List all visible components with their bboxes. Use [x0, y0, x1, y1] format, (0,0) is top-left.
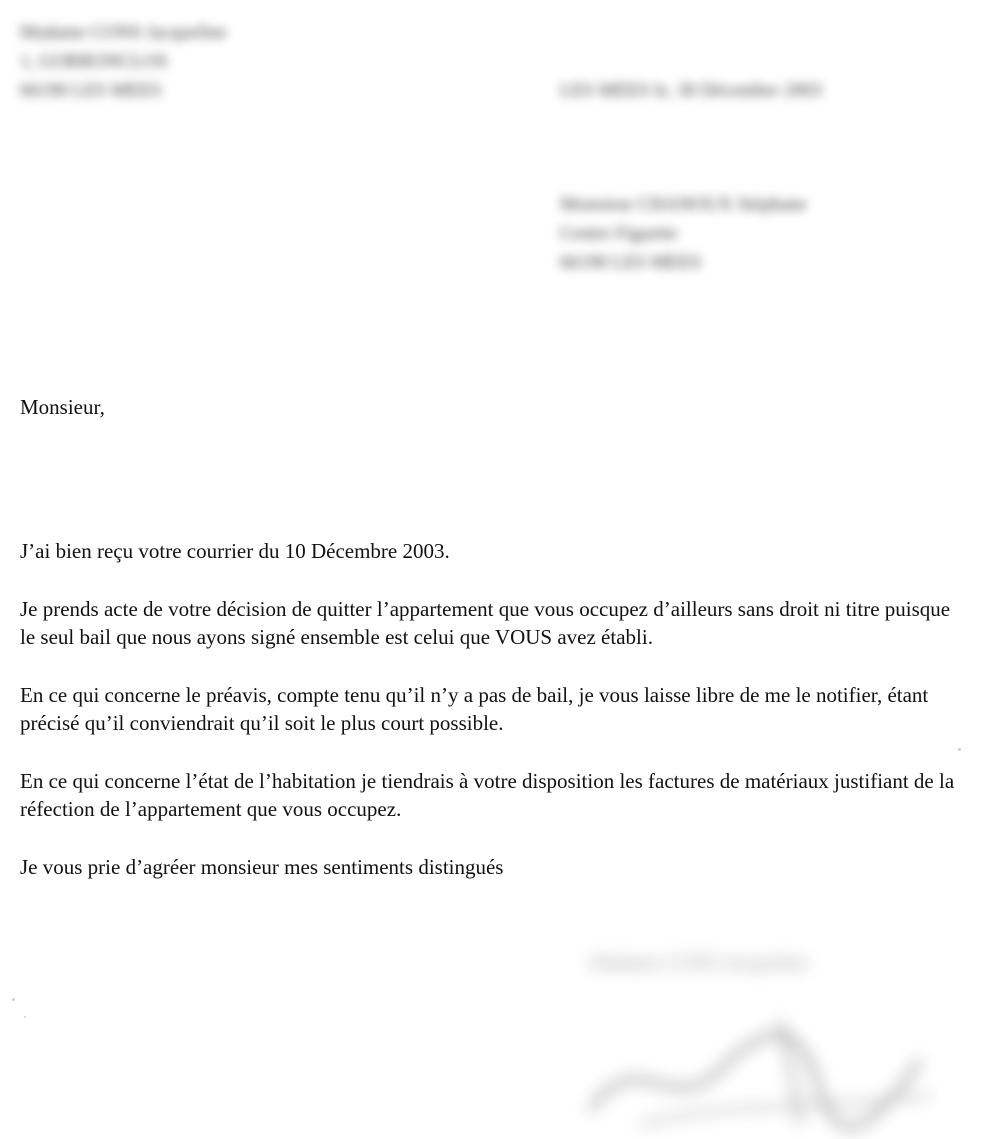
handwritten-signature — [580, 1000, 940, 1130]
sender-city: 66190 LES MEES — [20, 80, 162, 101]
recipient-address-block — [560, 190, 807, 277]
date-line — [560, 76, 822, 105]
paragraph-decision: Je prends acte de votre décision de quitter l’appartement que vous occupez d’ailleurs sans droit ni titre puisque le seul bail que nous ayons signé ensemble est celui que VOUS avez établi. — [20, 597, 951, 649]
recipient-street: Centre Figuette — [560, 223, 678, 244]
scan-speck — [12, 998, 15, 1001]
sender-street: 1, GORRONCLOS — [20, 51, 168, 72]
recipient-name: Monsieur CHANOUX Stéphane — [560, 194, 807, 215]
salutation: Monsieur, — [20, 395, 105, 419]
date-text: LES MEES le, 30 Décembre 2003 — [560, 80, 822, 101]
scan-speck — [24, 1016, 26, 1018]
signature-block — [550, 930, 970, 1139]
letter-body — [20, 537, 960, 911]
sender-name: Madame CONS Jacqueline — [20, 22, 227, 43]
scan-speck — [958, 748, 961, 751]
paragraph-notice: En ce qui concerne le préavis, compte tenu qu’il n’y a pas de bail, je vous laisse libre de me le notifier, étant précisé qu’il conviendrait qu’il soit le plus court possible. — [20, 683, 929, 735]
closing-formula: Je vous prie d’agréer monsieur mes sentiments distingués — [20, 855, 504, 879]
signature-name: Madame CONS Jacqueline — [590, 952, 808, 974]
paragraph-condition: En ce qui concerne l’état de l’habitation je tiendrais à votre disposition les factures de matériaux justifiant de la réfection de l’appartement que vous occupez. — [20, 769, 955, 821]
paragraph-acknowledgement: J’ai bien reçu votre courrier du 10 Décembre 2003. — [20, 539, 450, 563]
sender-address-block — [20, 18, 227, 105]
recipient-city: 66190 LES MEES — [560, 252, 702, 273]
